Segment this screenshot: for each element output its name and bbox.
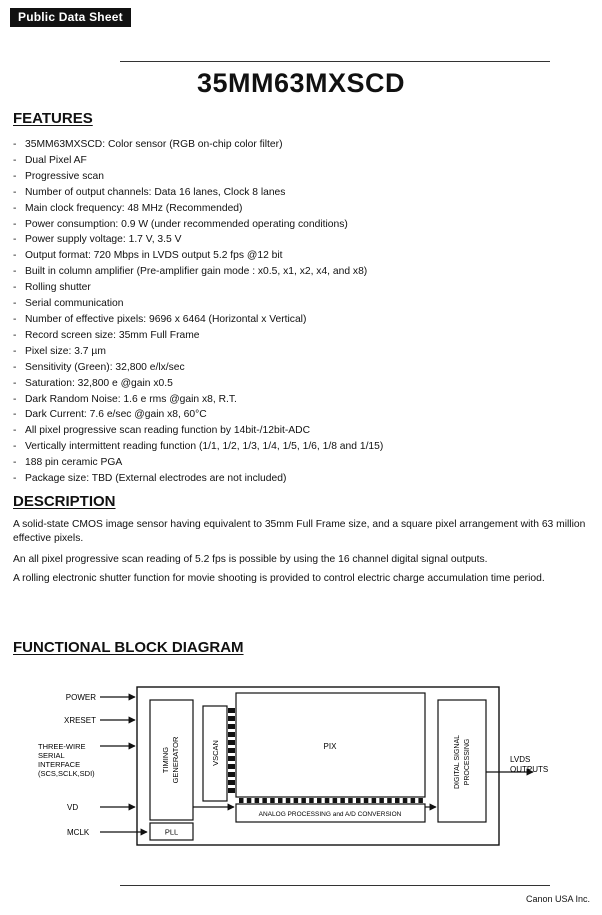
serial-label-4: (SCS,SCLK,SDI) bbox=[38, 769, 95, 778]
pix-connector-tick bbox=[286, 798, 291, 803]
pix-connector-tick bbox=[278, 798, 283, 803]
feature-item: - Dual Pixel AF bbox=[13, 153, 588, 169]
pix-connector-tick bbox=[364, 798, 369, 803]
feature-item: - Rolling shutter bbox=[13, 280, 588, 296]
public-data-sheet-tag: Public Data Sheet bbox=[10, 8, 131, 27]
pix-connector-tick bbox=[403, 798, 408, 803]
dsp-label-2: PROCESSING bbox=[464, 738, 471, 786]
pix-connector-tick bbox=[418, 798, 423, 803]
pix-connector-tick bbox=[294, 798, 299, 803]
pix-connector-tick bbox=[340, 798, 345, 803]
vscan-connector-tick bbox=[228, 772, 235, 777]
feature-item: - Vertically intermittent reading function (1/1, 1/2, 1/3, 1/4, 1/5, 1/6, 1/8 and 1/15) bbox=[13, 439, 588, 455]
feature-item: - Number of effective pixels: 9696 x 6464 (Horizontal x Vertical) bbox=[13, 312, 588, 328]
dsp-block bbox=[438, 700, 486, 822]
feature-item: - Built in column amplifier (Pre-amplifier gain mode : x0.5, x1, x2, x4, and x8) bbox=[13, 264, 588, 280]
pix-connector-tick bbox=[387, 798, 392, 803]
dsp-label-1: DIGITAL SIGNAL bbox=[454, 734, 461, 790]
lvds-output-label-2: OUTPUTS bbox=[510, 765, 549, 774]
vscan-connector-tick bbox=[228, 724, 235, 729]
vd-label: VD bbox=[67, 803, 79, 812]
description-paragraph-1: A solid-state CMOS image sensor having equivalent to 35mm Full Frame size, and a square pixel arrangement with 63 million effective pixels. bbox=[13, 519, 586, 544]
feature-item: - Package size: TBD (External electrodes are not included) bbox=[13, 471, 588, 487]
vscan-connector-tick bbox=[228, 748, 235, 753]
footer-company: Canon USA Inc. bbox=[525, 894, 590, 904]
feature-item: - All pixel progressive scan reading function by 14bit-/12bit-ADC bbox=[13, 423, 588, 439]
feature-item: - 35MM63MXSCD: Color sensor (RGB on-chip color filter) bbox=[13, 137, 588, 153]
lvds-output-label-1: LVDS bbox=[510, 755, 531, 764]
block-diagram-heading: FUNCTIONAL BLOCK DIAGRAM bbox=[13, 639, 244, 656]
pix-connector-tick bbox=[411, 798, 416, 803]
chip-outline bbox=[137, 687, 499, 845]
pix-connector-tick bbox=[356, 798, 361, 803]
feature-item: - Progressive scan bbox=[13, 169, 588, 185]
features-heading: FEATURES bbox=[13, 110, 93, 127]
pix-connector-tick bbox=[372, 798, 377, 803]
vscan-label: VSCAN bbox=[211, 740, 220, 766]
vscan-connector-tick bbox=[228, 740, 235, 745]
feature-item: - Serial communication bbox=[13, 296, 588, 312]
pix-connector-tick bbox=[309, 798, 314, 803]
pix-connector-tick bbox=[325, 798, 330, 803]
serial-label-2: SERIAL bbox=[38, 751, 65, 760]
description-heading: DESCRIPTION bbox=[13, 493, 116, 510]
pll-label: PLL bbox=[164, 827, 179, 837]
adc-label: ANALOG PROCESSING and A/D CONVERSION bbox=[258, 811, 402, 818]
feature-item: - 188 pin ceramic PGA bbox=[13, 455, 588, 471]
pix-connector-tick bbox=[239, 798, 244, 803]
feature-item: - Number of output channels: Data 16 lanes, Clock 8 lanes bbox=[13, 185, 588, 201]
mclk-label: MCLK bbox=[67, 828, 90, 837]
feature-item: - Output format: 720 Mbps in LVDS output 5.2 fps @12 bit bbox=[13, 248, 588, 264]
vscan-connector-tick bbox=[228, 732, 235, 737]
document-title: 35MM63MXSCD bbox=[196, 68, 406, 98]
bottom-divider bbox=[120, 885, 550, 886]
feature-item: - Main clock frequency: 48 MHz (Recommended) bbox=[13, 201, 588, 217]
feature-item: - Record screen size: 35mm Full Frame bbox=[13, 328, 588, 344]
xreset-label: XRESET bbox=[63, 716, 96, 725]
pix-connector-tick bbox=[379, 798, 384, 803]
feature-item: - Power consumption: 0.9 W (under recommended operating conditions) bbox=[13, 217, 588, 233]
vscan-connector-tick bbox=[228, 716, 235, 721]
feature-item: - Saturation: 32,800 e @gain x0.5 bbox=[13, 376, 588, 392]
power-label: POWER bbox=[65, 693, 96, 702]
feature-item: - Power supply voltage: 1.7 V, 3.5 V bbox=[13, 232, 588, 248]
serial-label-1: THREE-WIRE bbox=[38, 742, 86, 751]
vscan-connector-tick bbox=[228, 764, 235, 769]
features-list bbox=[13, 137, 588, 487]
timing-generator-label-2: GENERATOR bbox=[171, 736, 180, 784]
feature-item: - Sensitivity (Green): 32,800 e/lx/sec bbox=[13, 360, 588, 376]
pix-connector-tick bbox=[333, 798, 338, 803]
pixel-array-label: PIX bbox=[323, 742, 337, 751]
description-paragraph-3: A rolling electronic shutter function for movie shooting is provided to control electric charge accumulation time period. bbox=[13, 573, 545, 584]
vscan-connector-tick bbox=[228, 788, 235, 793]
feature-item: - Dark Random Noise: 1.6 e rms @gain x8, R.T. bbox=[13, 392, 588, 408]
top-divider bbox=[120, 61, 550, 62]
pix-connector-tick bbox=[262, 798, 267, 803]
pix-connector-tick bbox=[301, 798, 306, 803]
vscan-connectors bbox=[228, 708, 235, 793]
pix-connector-tick bbox=[317, 798, 322, 803]
pix-connector-tick bbox=[255, 798, 260, 803]
serial-label-3: INTERFACE bbox=[38, 760, 81, 769]
pix-connector-tick bbox=[395, 798, 400, 803]
pix-connectors bbox=[239, 798, 423, 803]
timing-generator-label-1: TIMING bbox=[161, 746, 170, 774]
vscan-connector-tick bbox=[228, 780, 235, 785]
feature-item: - Dark Current: 7.6 e/sec @gain x8, 60°C bbox=[13, 407, 588, 423]
pix-connector-tick bbox=[270, 798, 275, 803]
vscan-connector-tick bbox=[228, 756, 235, 761]
vscan-connector-tick bbox=[228, 708, 235, 713]
description-paragraph-2: An all pixel progressive scan reading of 5.2 fps is possible by using the 16 channel digital signal outputs. bbox=[13, 554, 488, 565]
pix-connector-tick bbox=[247, 798, 252, 803]
functional-block-diagram bbox=[0, 676, 602, 856]
pix-connector-tick bbox=[348, 798, 353, 803]
feature-item: - Pixel size: 3.7 µm bbox=[13, 344, 588, 360]
